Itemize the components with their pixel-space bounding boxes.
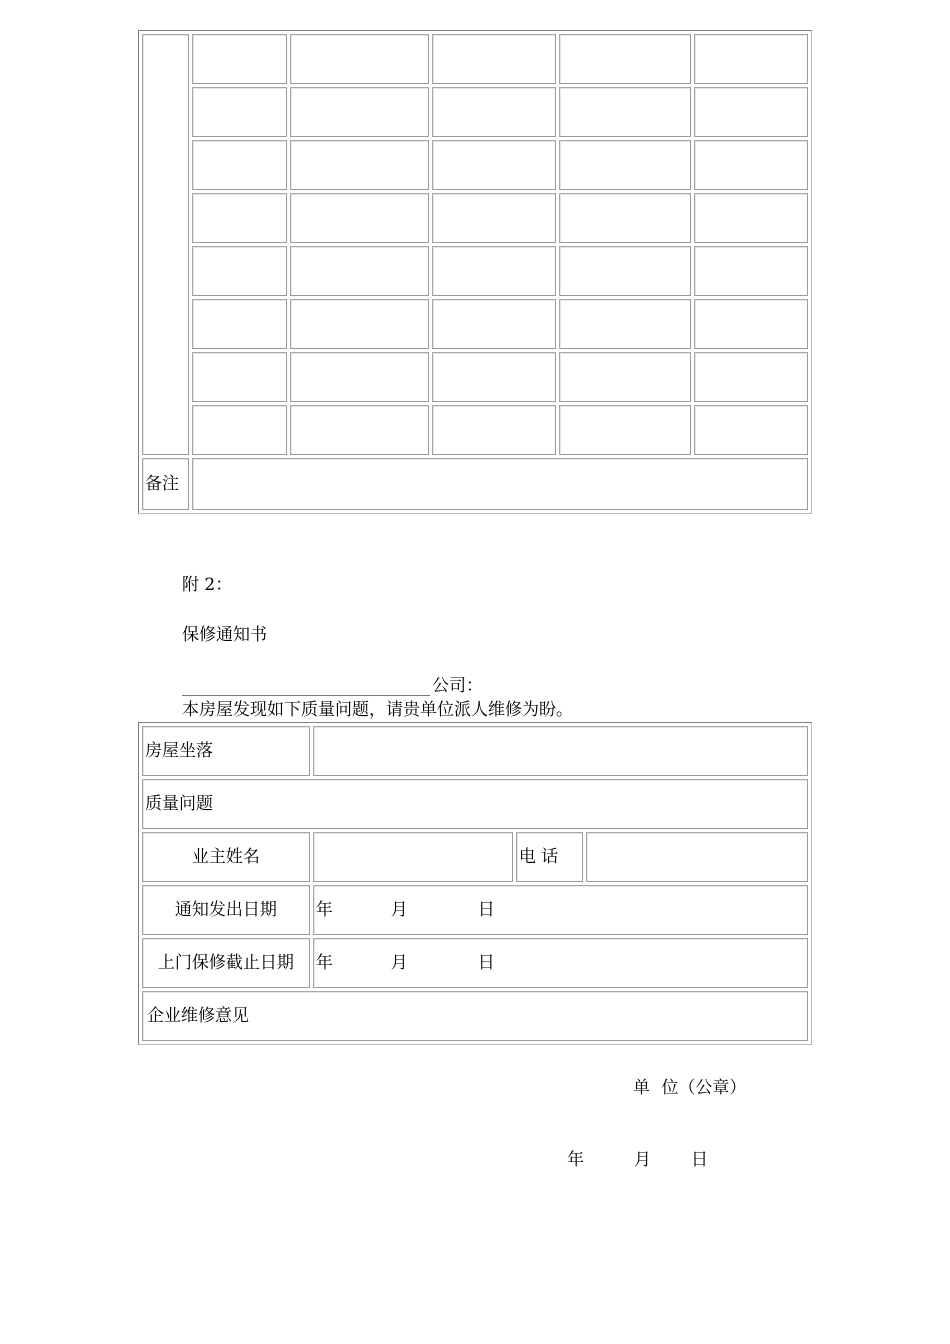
grid-cell[interactable] — [559, 405, 691, 455]
phone-label: 电 话 — [516, 832, 583, 882]
grid-cell[interactable] — [192, 87, 288, 137]
grid-cell[interactable] — [432, 352, 556, 402]
grid-cell[interactable] — [192, 34, 288, 84]
repair-notice-form — [138, 722, 812, 1170]
grid-cell[interactable] — [290, 140, 428, 190]
month-label: 月 — [634, 1150, 651, 1170]
month-label: 月 — [390, 900, 408, 920]
notice-title: 保修通知书 — [182, 625, 267, 645]
grid-cell[interactable] — [192, 140, 288, 190]
deadline-field[interactable] — [313, 938, 808, 988]
unit-seal-label: 单 位（公章） — [633, 1078, 747, 1098]
day-label: 日 — [477, 953, 495, 973]
grid-cell[interactable] — [290, 246, 428, 296]
phone-field[interactable] — [586, 832, 808, 882]
grid-cell[interactable] — [432, 405, 556, 455]
grid-cell[interactable] — [192, 352, 288, 402]
grid-cell[interactable] — [559, 299, 691, 349]
owner-label: 业主姓名 — [142, 832, 310, 882]
grid-cell[interactable] — [694, 140, 808, 190]
appendix-label: 附 2： — [182, 575, 233, 595]
grid-cell[interactable] — [290, 405, 428, 455]
grid-cell[interactable] — [559, 246, 691, 296]
grid-cell[interactable] — [694, 87, 808, 137]
grid-cell[interactable] — [432, 140, 556, 190]
year-label: 年 — [315, 900, 333, 920]
day-label: 日 — [691, 1150, 708, 1170]
grid-cell[interactable] — [694, 352, 808, 402]
issue-label[interactable]: 质量问题 — [142, 779, 808, 829]
grid-cell[interactable] — [694, 34, 808, 84]
grid-cell[interactable] — [192, 405, 288, 455]
month-label: 月 — [390, 953, 408, 973]
grid-cell[interactable] — [432, 246, 556, 296]
grid-cell[interactable] — [290, 299, 428, 349]
opinion-date — [567, 1150, 708, 1170]
grid-cell[interactable] — [290, 87, 428, 137]
grid-cell[interactable] — [290, 352, 428, 402]
row-group-cell — [142, 34, 189, 455]
owner-field[interactable] — [313, 832, 513, 882]
day-label: 日 — [477, 900, 495, 920]
opinion-label: 企业维修意见 — [147, 1006, 249, 1026]
grid-cell[interactable] — [559, 193, 691, 243]
company-line — [182, 676, 483, 696]
year-label: 年 — [315, 953, 333, 973]
notice-date-field[interactable] — [313, 885, 808, 935]
grid-cell[interactable] — [559, 34, 691, 84]
grid-cell[interactable] — [559, 352, 691, 402]
year-label: 年 — [567, 1150, 584, 1170]
grid-cell[interactable] — [694, 246, 808, 296]
grid-cell[interactable] — [559, 140, 691, 190]
grid-cell[interactable] — [192, 246, 288, 296]
grid-cell[interactable] — [694, 405, 808, 455]
intro-text: 本房屋发现如下质量问题，请贵单位派人维修为盼。 — [182, 700, 573, 720]
notice-date-label: 通知发出日期 — [142, 885, 310, 935]
deadline-label: 上门保修截止日期 — [142, 938, 310, 988]
opinion-cell[interactable] — [142, 991, 808, 1170]
note-label: 备注 — [142, 458, 189, 510]
location-label: 房屋坐落 — [142, 726, 310, 776]
note-field[interactable] — [192, 458, 808, 510]
grid-cell[interactable] — [559, 87, 691, 137]
grid-cell[interactable] — [432, 34, 556, 84]
grid-cell[interactable] — [694, 193, 808, 243]
location-field[interactable] — [313, 726, 808, 776]
company-suffix: 公司： — [432, 676, 483, 696]
grid-cell[interactable] — [192, 193, 288, 243]
grid-cell[interactable] — [694, 299, 808, 349]
grid-cell[interactable] — [432, 299, 556, 349]
grid-cell[interactable] — [432, 87, 556, 137]
record-table — [138, 30, 812, 514]
grid-cell[interactable] — [192, 299, 288, 349]
grid-cell[interactable] — [290, 34, 428, 84]
company-name-blank[interactable] — [182, 677, 430, 696]
grid-cell[interactable] — [290, 193, 428, 243]
grid-cell[interactable] — [432, 193, 556, 243]
